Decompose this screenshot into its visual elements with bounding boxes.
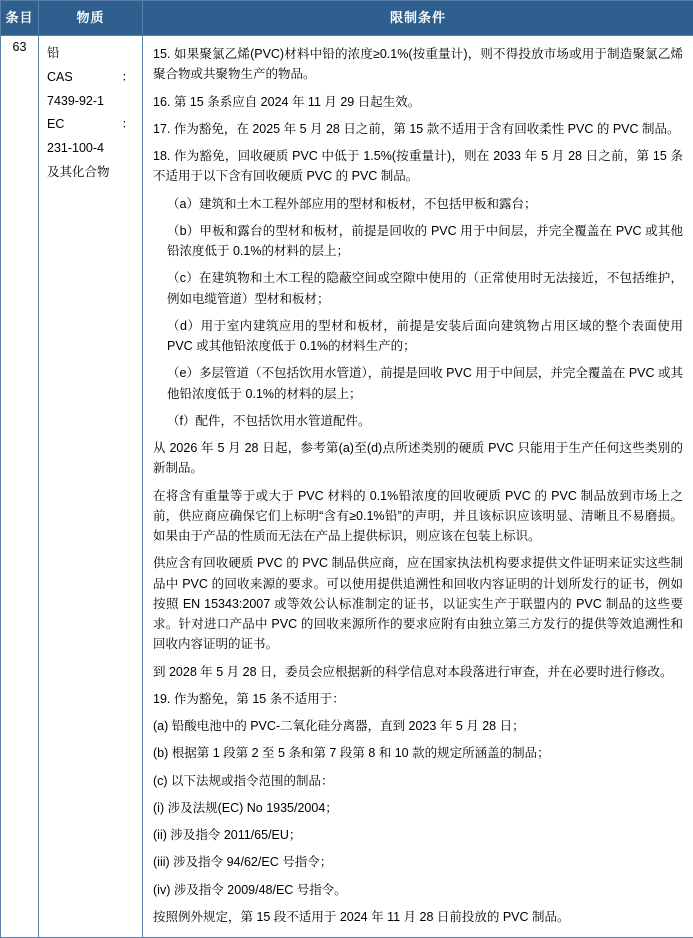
column-header-substance: 物质 (39, 1, 143, 36)
condition-subitem: （f）配件，不包括饮用水管道配件。 (167, 411, 683, 431)
condition-subitem: （b）甲板和露台的型材和板材，前提是回收的 PVC 用于中间层，并完全覆盖在 PVC 或其他铅浓度低于 0.1%的材料的层上； (167, 221, 683, 262)
cas-label: CAS (47, 66, 75, 90)
condition-paragraph: 从 2026 年 5 月 28 日起，参考第(a)至(d)点所述类别的硬质 PVC 只能用于生产任何这些类别的新制品。 (153, 438, 683, 479)
condition-paragraph: 按照例外规定，第 15 段不适用于 2024 年 11 月 28 日前投放的 PVC 制品。 (153, 907, 683, 927)
ec-colon: ： (121, 113, 134, 137)
condition-subitem: (ii) 涉及指令 2011/65/EU； (153, 825, 683, 845)
ec-label: EC (47, 113, 75, 137)
substance-ec-value: 231-100-4 (47, 137, 134, 161)
condition-subitem: (iii) 涉及指令 94/62/EC 号指令； (153, 852, 683, 872)
condition-paragraph: 18. 作为豁免，回收硬质 PVC 中低于 1.5%(按重量计)，则在 2033 年 5 月 28 日之前，第 15 条不适用于以下含有回收硬质 PVC 的 PVC 制品。 (153, 146, 683, 187)
table-header (1, 1, 693, 36)
column-header-conditions: 限制条件 (143, 1, 693, 36)
substance-cas-value: 7439-92-1 (47, 90, 134, 114)
condition-subitem: (b) 根据第 1 段第 2 至 5 条和第 7 段第 8 和 10 款的规定所涵盖的制品； (153, 743, 683, 763)
condition-paragraph: 19. 作为豁免，第 15 条不适用于： (153, 689, 683, 709)
substance-cas (47, 66, 134, 90)
condition-paragraph: 17. 作为豁免，在 2025 年 5 月 28 日之前，第 15 款不适用于含有回收柔性 PVC 的 PVC 制品。 (153, 119, 683, 139)
column-header-entry: 条目 (1, 1, 39, 36)
substance-ec (47, 113, 134, 137)
condition-paragraph: 供应含有回收硬质 PVC 的 PVC 制品供应商，应在国家执法机构要求提供文件证明来证实这些制品中 PVC 的回收来源的要求。可以使用提供追溯性和回收内容证明的计划所发行的证书，例如按照 EN 15343:2007 或等效公认标准制定的证书，以证实生产于联盟内的 PVC 制品的这些要求。针对进口产品中 PVC 的回收来源所作的要求应附有由独立第三方发行的提供等效追溯性和回收内容证明的证书。 (153, 553, 683, 654)
condition-subitem: （d）用于室内建筑应用的型材和板材，前提是安装后面向建筑物占用区域的整个表面使用 PVC 或其他铅浓度低于 0.1%的材料生产的； (167, 316, 683, 357)
table-row (1, 36, 693, 938)
condition-subitem: (iv) 涉及指令 2009/48/EC 号指令。 (153, 880, 683, 900)
condition-subitem: (i) 涉及法规(EC) No 1935/2004； (153, 798, 683, 818)
substance-info (39, 36, 143, 938)
condition-subitem: （c）在建筑物和土木工程的隐蔽空间或空隙中使用的（正常使用时无法接近，不包括维护，例如电缆管道）型材和板材； (167, 268, 683, 309)
condition-paragraph: 在将含有重量等于或大于 PVC 材料的 0.1%铅浓度的回收硬质 PVC 的 PVC 制品放到市场上之前，供应商应确保它们上标明“含有≥0.1%铅”的声明，并且该标识应该明显、清晰且不易磨损。如果由于产品的性质而无法在产品上提供标识，则应该在包装上标识。 (153, 486, 683, 547)
entry-number: 63 (1, 36, 39, 938)
table-header-row (1, 1, 693, 36)
condition-subitem: （e）多层管道（不包括饮用水管道），前提是回收 PVC 用于中间层，并完全覆盖在 PVC 或其他铅浓度低于 0.1%的材料的层上； (167, 363, 683, 404)
condition-paragraph: 到 2028 年 5 月 28 日，委员会应根据新的科学信息对本段落进行审查，并在必要时进行修改。 (153, 662, 683, 682)
cas-colon: ： (121, 66, 134, 90)
condition-paragraph: 16. 第 15 条系应自 2024 年 11 月 29 日起生效。 (153, 92, 683, 112)
substance-suffix: 及其化合物 (47, 161, 134, 185)
restriction-conditions (143, 36, 693, 938)
substance-name: 铅 (47, 42, 134, 66)
condition-subitem: (c) 以下法规或指令范围的制品： (153, 771, 683, 791)
table-body (1, 36, 693, 938)
condition-subitem: （a）建筑和土木工程外部应用的型材和板材，不包括甲板和露台； (167, 194, 683, 214)
condition-subitem: (a) 铅酸电池中的 PVC-二氧化硅分离器，直到 2023 年 5 月 28 日； (153, 716, 683, 736)
condition-paragraph: 15. 如果聚氯乙烯(PVC)材料中铅的浓度≥0.1%(按重量计)，则不得投放市场或用于制造聚氯乙烯聚合物或共聚物生产的物品。 (153, 44, 683, 85)
